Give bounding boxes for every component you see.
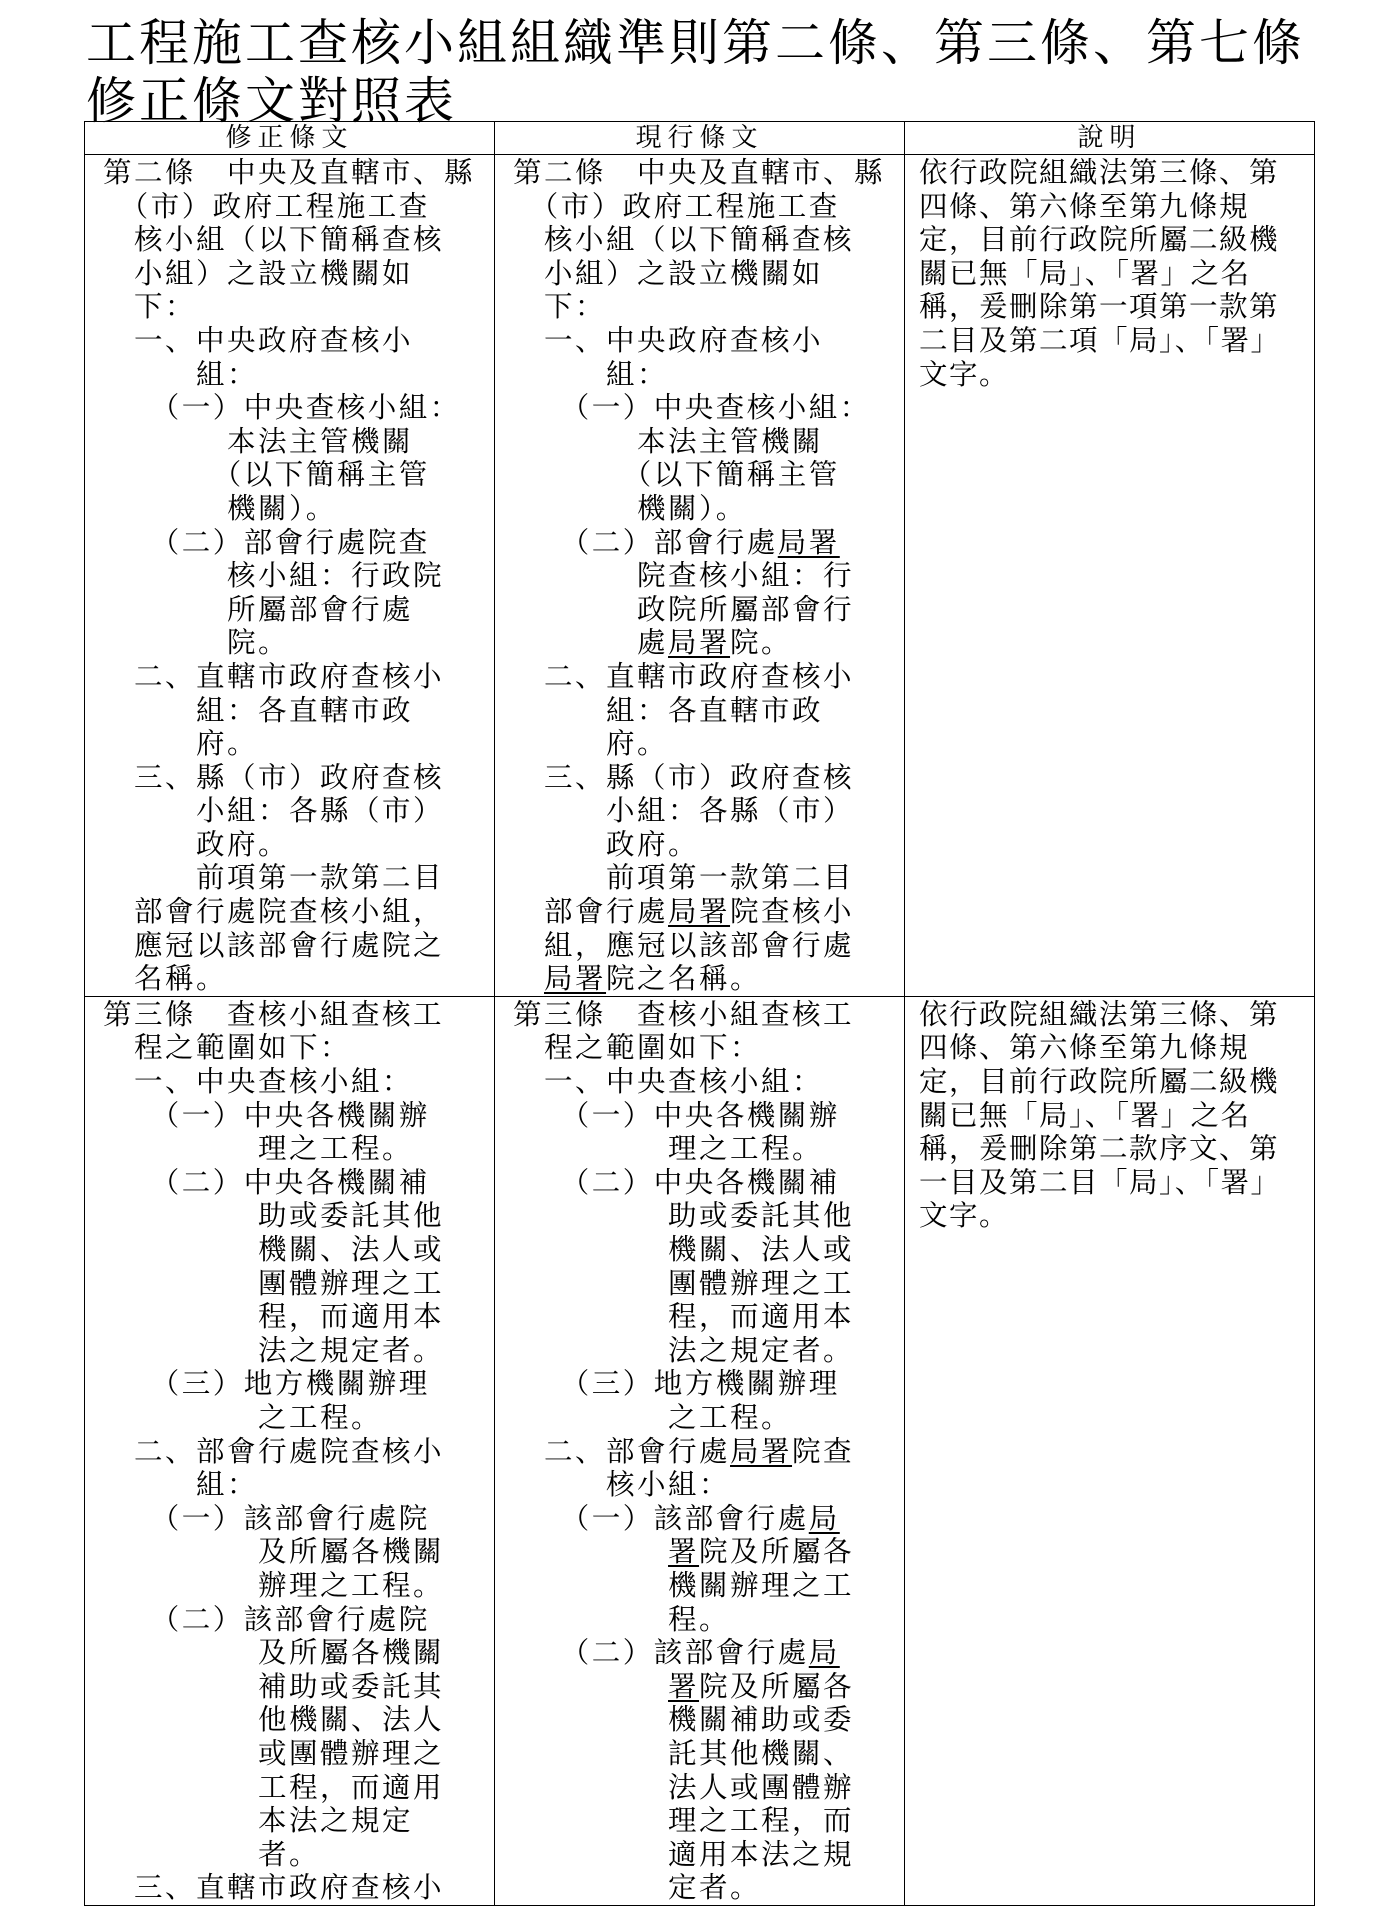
text-line: 小組）之設立機關如	[103, 256, 414, 290]
text-line: 下：	[513, 290, 607, 324]
text-line: 之工程。	[513, 1400, 793, 1434]
note-cell	[905, 155, 1315, 997]
text-line: 局署院之名稱。	[544, 962, 762, 996]
text-line: 一、中央查核小組：	[103, 1065, 414, 1099]
text-line: 他機關、法人	[103, 1703, 445, 1737]
text-line: 核小組（以下簡稱查核	[513, 223, 855, 257]
text-line: 署院及所屬各	[668, 1535, 855, 1569]
text-line: （二）部會行處院查	[103, 525, 430, 559]
text-line: 者。	[103, 1837, 321, 1871]
text-line: 第三條 查核小組查核工	[103, 997, 445, 1031]
header-current: 現行條文	[495, 122, 905, 155]
text-line: 機關）。	[103, 491, 337, 525]
note-cell	[905, 996, 1315, 1905]
text-line: 處局署院。	[513, 626, 793, 660]
text-line: 理之工程。	[103, 1132, 414, 1166]
text-line: 理之工程。	[513, 1132, 824, 1166]
header-amended: 修正條文	[85, 122, 495, 155]
text-line: （一）中央各機關辦	[513, 1098, 840, 1132]
amended-cell	[85, 155, 495, 997]
text-line: 核小組（以下簡稱查核	[103, 223, 445, 257]
text-line: （一）該部會行處局	[513, 1501, 840, 1535]
text-line: 程，而適用本	[513, 1300, 855, 1334]
text-line: 小組：各縣（市）	[513, 794, 855, 828]
text-line: 團體辦理之工	[513, 1266, 855, 1300]
text-line: （二）中央各機關補	[513, 1165, 840, 1199]
text-line: 政府。	[513, 827, 700, 861]
text-line: 機關補助或委	[513, 1703, 855, 1737]
text-line: 程之範圍如下：	[103, 1031, 352, 1065]
text-line: 二、部會行處局署院查	[513, 1434, 855, 1468]
amended-cell	[85, 996, 495, 1905]
header-note: 說明	[905, 122, 1315, 155]
text-line: 組：各直轄市政	[103, 693, 414, 727]
text-line: 署院及所屬各	[668, 1669, 855, 1703]
text-line: 政府。	[103, 827, 290, 861]
text-line: 機關辦理之工	[513, 1568, 855, 1602]
text-line: 三、縣（市）政府查核	[513, 760, 855, 794]
text-line: 機關、法人或	[513, 1233, 855, 1266]
text-line: 名稱。	[103, 962, 228, 996]
text-line: 組：各直轄市政	[513, 693, 824, 727]
text-line: 第三條 查核小組查核工	[513, 997, 855, 1031]
text-line: 府。	[103, 727, 259, 761]
table-row-article-2	[85, 155, 1315, 997]
text-line: 定者。	[513, 1871, 762, 1905]
text-line: 部會行處院查核小組，	[103, 895, 445, 929]
text-line: （市）政府工程施工查	[103, 189, 430, 223]
text-line: 本法主管機關	[513, 424, 824, 458]
text-line: 組：	[103, 357, 259, 391]
text-line: 組，應冠以該部會行處	[513, 928, 855, 962]
table-header-row	[85, 122, 1315, 155]
text-line: 本法主管機關	[103, 424, 414, 458]
text-line: 團體辦理之工	[103, 1266, 445, 1300]
text-line: 三、直轄市政府查核小	[103, 1871, 445, 1905]
text-line: 本法之規定	[103, 1804, 414, 1838]
text-line: 適用本法之規	[513, 1837, 855, 1871]
page-title: 工程施工查核小組組織準則第二條、第三條、第七條修正條文對照表	[86, 14, 1305, 130]
amended-text	[85, 997, 494, 1905]
text-line: 二、直轄市政府查核小	[513, 659, 855, 693]
text-line: 機關）。	[513, 491, 747, 525]
note-text: 依行政院組織法第三條、第四條、第六條至第九條規定，目前行政院所屬二級機關已無「局」、「署」之名稱，爰刪除第一項第一款第二目及第二項「局」、「署」文字。	[919, 156, 1281, 391]
text-line: 程。	[513, 1602, 731, 1636]
current-cell	[495, 996, 905, 1905]
text-line: 法之規定者。	[513, 1333, 855, 1367]
text-line: 及所屬各機關	[103, 1535, 445, 1569]
text-line: 三、縣（市）政府查核	[103, 760, 445, 794]
text-line: 助或委託其他	[103, 1199, 445, 1233]
note-text: 依行政院組織法第三條、第四條、第六條至第九條規定，目前行政院所屬二級機關已無「局」、「署」之名稱，爰刪除第二款序文、第一目及第二目「局」、「署」文字。	[919, 997, 1281, 1233]
text-line: 第二條 中央及直轄市、縣	[103, 156, 476, 189]
text-line: 前項第一款第二目	[513, 861, 855, 895]
text-line: 核小組：	[513, 1468, 731, 1502]
text-line: 辦理之工程。	[103, 1568, 445, 1602]
text-line: 組：	[103, 1468, 259, 1502]
text-line: 部會行處局署院查核小	[513, 895, 855, 929]
text-line: 助或委託其他	[513, 1199, 855, 1233]
text-line: 二、直轄市政府查核小	[103, 659, 445, 693]
text-line: （以下簡稱主管	[103, 458, 430, 492]
text-line: 程，而適用本	[103, 1300, 445, 1334]
current-text	[495, 155, 904, 996]
text-line: 小組）之設立機關如	[513, 256, 824, 290]
text-line: （一）中央各機關辦	[103, 1098, 430, 1132]
text-line: 或團體辦理之	[103, 1736, 445, 1770]
text-line: （一）中央查核小組：	[103, 391, 461, 425]
text-line: （三）地方機關辦理	[513, 1367, 840, 1401]
text-line: 補助或委託其	[103, 1669, 445, 1703]
text-line: 院查核小組：行	[513, 559, 855, 593]
current-text	[495, 997, 904, 1905]
text-line: 前項第一款第二目	[103, 861, 445, 895]
text-line: 一、中央查核小組：	[513, 1065, 824, 1099]
text-line: 府。	[513, 727, 669, 761]
text-line: （以下簡稱主管	[513, 458, 840, 492]
text-line: 第二條 中央及直轄市、縣	[513, 156, 886, 189]
text-line: 法之規定者。	[103, 1333, 445, 1367]
text-line: 政院所屬部會行	[513, 592, 855, 626]
text-line: （一）該部會行處院	[103, 1501, 430, 1535]
text-line: 一、中央政府查核小	[103, 323, 414, 357]
text-line: 理之工程，而	[513, 1804, 855, 1838]
text-line: 組：	[513, 357, 669, 391]
text-line: 應冠以該部會行處院之	[103, 928, 445, 962]
text-line: 工程，而適用	[103, 1770, 445, 1804]
text-line: 核小組：行政院	[103, 559, 445, 593]
table-row-article-3	[85, 996, 1315, 1905]
text-line: （二）中央各機關補	[103, 1165, 430, 1199]
text-line: 小組：各縣（市）	[103, 794, 445, 828]
text-line: 下：	[103, 290, 197, 324]
text-line: 所屬部會行處	[103, 592, 414, 626]
text-line: 機關、法人或	[103, 1233, 445, 1266]
comparison-table	[84, 121, 1315, 1906]
amended-text	[85, 155, 494, 996]
text-line: （二）該部會行處院	[103, 1602, 430, 1636]
text-line: 一、中央政府查核小	[513, 323, 824, 357]
text-line: （二）該部會行處局	[513, 1636, 840, 1670]
text-line: （市）政府工程施工查	[513, 189, 840, 223]
text-line: （一）中央查核小組：	[513, 391, 871, 425]
text-line: 託其他機關、	[513, 1736, 855, 1770]
text-line: 二、部會行處院查核小	[103, 1434, 445, 1468]
text-line: 院。	[103, 626, 290, 660]
text-line: 之工程。	[103, 1400, 383, 1434]
text-line: 及所屬各機關	[103, 1636, 445, 1670]
current-cell	[495, 155, 905, 997]
text-line: （三）地方機關辦理	[103, 1367, 430, 1401]
text-line: 程之範圍如下：	[513, 1031, 762, 1065]
text-line: 法人或團體辦	[513, 1770, 855, 1804]
text-line: （二）部會行處局署	[513, 525, 840, 559]
